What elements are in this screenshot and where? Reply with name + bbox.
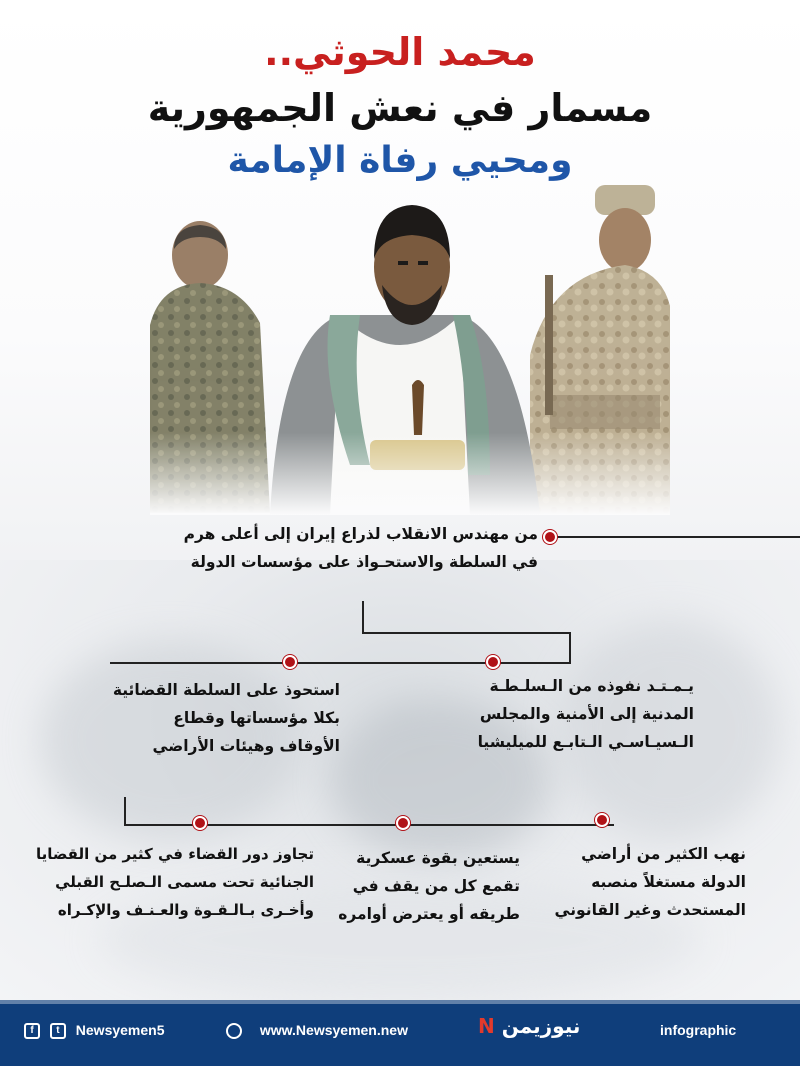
timeline-line <box>362 632 570 634</box>
globe-icon <box>226 1023 242 1039</box>
timeline-text-6 <box>36 840 314 924</box>
infographic-label: infographic <box>660 1022 737 1038</box>
website-link[interactable] <box>226 1022 408 1039</box>
text-line: وأخـرى بـالـقـوة والعـنـف والإكـراه <box>57 901 314 919</box>
footer-bar <box>0 1000 800 1066</box>
brand-logo-text: نيوزيمن <box>501 1014 581 1038</box>
timeline-line <box>124 797 126 825</box>
text-line: في السلطة والاستحـواذ على مؤسسات الدولة <box>190 553 538 571</box>
timeline-line <box>550 536 800 538</box>
text-line: المدنية إلى الأمنية والمجلس <box>479 705 694 723</box>
timeline-line <box>569 632 571 662</box>
timeline-dot <box>283 655 297 669</box>
title-name: محمد الحوثي.. <box>264 30 536 74</box>
timeline-text-3 <box>113 676 340 760</box>
timeline-dot <box>396 816 410 830</box>
twitter-icon[interactable]: t <box>50 1023 66 1039</box>
text-line: من مهندس الانقلاب لذراع إيران إلى أعلى هرم <box>183 525 538 543</box>
brand-logo <box>478 1014 580 1038</box>
text-line: الـسيـاسـي الـتابـع للميليشيا <box>477 733 694 751</box>
timeline-text-4 <box>555 840 746 924</box>
text-line: الأوقاف وهيئات الأراضي <box>152 737 340 755</box>
timeline-dot <box>595 813 609 827</box>
timeline-text-2 <box>478 672 694 756</box>
text-line: بكلا مؤسساتها وقطاع <box>173 709 340 727</box>
text-line: المستحدث وغير القانوني <box>554 901 746 919</box>
timeline-dot <box>543 530 557 544</box>
title-line-3: ومحيي رفاة الإمامة <box>227 140 573 181</box>
brand-logo-mark: N <box>478 1014 495 1038</box>
text-line: يـمـتـد نفوذه من الـسلـطـة <box>489 677 694 695</box>
photo-illustration <box>150 185 670 515</box>
text-line: استحوذ على السلطة القضائية <box>112 681 340 699</box>
facebook-icon[interactable]: f <box>24 1023 40 1039</box>
timeline-dot <box>486 655 500 669</box>
timeline-line <box>110 662 571 664</box>
text-line: الدولة مستغلاً منصبه <box>591 873 746 891</box>
timeline-text-1 <box>184 520 538 576</box>
text-line: نهب الكثير من أراضي <box>581 845 746 863</box>
timeline-text-5 <box>338 844 520 928</box>
text-line: يستعين بقوة عسكرية <box>356 849 520 867</box>
timeline-dot <box>193 816 207 830</box>
text-line: طريقه أو يعترض أوامره <box>338 905 520 923</box>
title-line-2: مسمار في نعش الجمهورية <box>147 86 653 130</box>
website-text[interactable]: www.Newsyemen.new <box>259 1022 408 1038</box>
footer-divider <box>0 1000 800 1004</box>
text-line: تجاوز دور القضاء في كثير من القضايا <box>35 845 314 863</box>
text-line: تقمع كل من يقف في <box>352 877 520 895</box>
timeline-line <box>362 601 364 633</box>
social-handle[interactable]: Newsyemen5 <box>75 1022 165 1038</box>
text-line: الجنائية تحت مسمى الـصلـح القبلي <box>55 873 314 891</box>
social-links[interactable] <box>24 1022 165 1039</box>
